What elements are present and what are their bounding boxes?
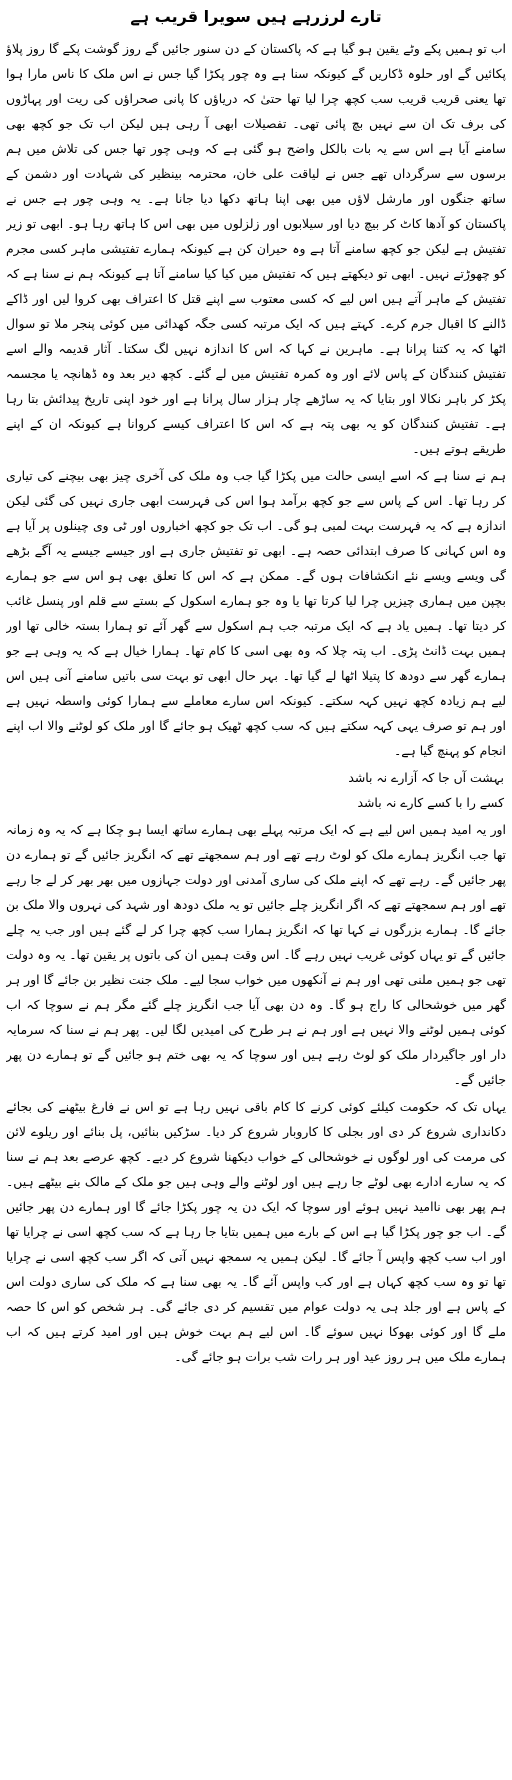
article-paragraph: اب تو ہمیں پکے وٹے یقین ہو گیا ہے کہ پاکستان کے دن سنور جائیں گے روز گوشت پکے گا روز پلاؤ پکائیں گے اور حلوہ ڈکاریں گے کیونکہ سنا ہے وہ چور پکڑا گیا جس نے اس ملک کا ناس مارا ہوا تھا یعنی قریب قریب سب کچھ چرا لیا تھا حتیٰ کہ دریاؤں کا پانی صحراؤں کی ریت اور پہاڑوں کی برف تک ان سے نہیں بچ پائی تھی۔ تفصیلات ابھی آ رہی ہیں لیکن اب تک جو کچھ بھی سامنے آیا ہے اس سے یہ بات بالکل واضح ہو گئی ہے کہ وہی چور تھا جس کی تلاش میں ہم برسوں سے سرگرداں تھے جس نے لیاقت علی خان، محترمہ بینظیر کی شہادت اور دشمن کے ساتھ جنگوں اور مارشل لاؤں میں بھی اپنا ہاتھ دکھا دیا جانا ہے۔ یہ وہی چور ہے جس نے پاکستان کو آدھا کاٹ کر بیچ دیا اور سیلابوں اور زلزلوں میں بھی اس کا ہاتھ رہا ہو۔ ابھی تو زیر تفتیش ہے لیکن جو کچھ سامنے آتا ہے وہ حیران کن ہے کیونکہ ہمارے تفتیشی ماہر کسی مجرم کو چھوڑتے نہیں۔ ابھی تو دیکھتے ہیں کہ تفتیش میں کیا کیا سامنے آتا ہے کیونکہ ہم نے سنا ہے کہ تفتیش کے ماہر آتے ہیں اس لیے کہ کسی معتوب سے اپنے قتل کا اعتراف بھی کروا لیں اور ڈاکے ڈالنے کا اقبال جرم کرے۔ کہتے ہیں کہ ایک مرتبہ کسی جگہ کھدائی میں کوئی پنجر ملا تو سوال اٹھا کہ یہ کتنا پرانا ہے۔ ماہرین نے کہا کہ اس کا اندازہ نہیں لگ سکتا۔ آثار قدیمہ والے اسے تفتیش کنندگان کے پاس لائے اور وہ کمرہ تفتیش میں لے گئے۔ کچھ دیر بعد وہ ڈھانچہ یا مجسمہ پکڑ کر باہر نکالا اور بتایا کہ یہ ساڑھے چار ہزار سال پرانا ہے اور خود اپنی تاریخ پیدائش بتا رہا ہے۔ تفتیش کنندگان کو یہ بھی پتہ ہے کہ اس کا اعتراف کیسے کروانا ہے کیونکہ ان کے اپنے طریقے ہوتے ہیں۔ <box>6 41 506 456</box>
verse-line: کسے را با کسے کارے نہ باشد <box>357 795 504 810</box>
article-paragraph: ہم نے سنا ہے کہ اسے ایسی حالت میں پکڑا گیا جب وہ ملک کی آخری چیز بھی بیچنے کی تیاری کر رہا تھا۔ اس کے پاس سے جو کچھ برآمد ہوا اس کی فہرست ابھی جاری نہیں کی گئی لیکن اندازہ ہے کہ یہ فہرست بہت لمبی ہو گی۔ اب تک جو کچھ اخباروں اور ٹی وی چینلوں پر آیا ہے وہ اس کہانی کا صرف ابتدائی حصہ ہے۔ ابھی تو تفتیش جاری ہے اور جیسے جیسے یہ آگے بڑھے گی ویسے ویسے نئے انکشافات ہوں گے۔ ممکن ہے کہ اس کا تعلق بھی ہو اس سے جو ہمارے بچپن میں ہماری چیزیں چرا لیا کرتا تھا یا وہ جو ہمارے اسکول کے بستے سے قلم اور پنسل غائب کر دیتا تھا۔ ہمیں یاد ہے کہ ایک مرتبہ جب ہم اسکول سے گھر آئے تو ہمارا بستہ خالی تھا اور ہمیں بہت ڈانٹ پڑی۔ اب پتہ چلا کہ وہ بھی اسی کا کام تھا۔ ہمارا خیال ہے کہ یہ وہی ہے جو ہمارے گھر سے دودھ کا پتیلا اٹھا لے گیا تھا۔ بہر حال ابھی تو بہت سی باتیں سامنے آنی ہیں اس لیے ہم زیادہ کچھ نہیں کہہ سکتے۔ کیونکہ اس سارے معاملے سے ہمارا کوئی واسطہ نہیں ہے اور ہم تو صرف یہی کہہ سکتے ہیں کہ سب کچھ ٹھیک ہو جائے گا اور ملک کو لوٹنے والا اب اپنے انجام کو پہنچ گیا ہے۔ <box>6 468 506 758</box>
verse-line: بہشت آں جا کہ آزارے نہ باشد <box>348 770 504 785</box>
article-column <box>6 4 506 1776</box>
article-headline: تارے لرزرہے ہیں سویرا قریب ہے <box>130 7 382 26</box>
article-paragraph: یہاں تک کہ حکومت کیلئے کوئی کرنے کا کام باقی نہیں رہا ہے تو اس نے فارغ بیٹھنے کی بجائے دکانداری شروع کر دی اور بجلی کا کاروبار شروع کر دیا۔ سڑکیں بنائیں، پل بنائے اور ریلوے لائن کی مرمت کی اور لوگوں نے خوشحالی کے خواب دیکھنا شروع کر دیے۔ کچھ عرصے بعد ہم نے سنا کہ یہ سارے ادارے بھی لوٹے جا رہے ہیں اور لوٹنے والے وہی ہیں جو ملک کے مالک بنے بیٹھے ہیں۔ ہم پھر بھی ناامید نہیں ہوئے اور سوچا کہ ایک دن یہ چور پکڑا جائے گا اور ہمارے دن پھر جائیں گے۔ اب جو چور پکڑا گیا ہے اس کے بارے میں ہمیں بتایا جا رہا ہے کہ سب کچھ اسی نے چرایا تھا اور اب سب کچھ واپس آ جائے گا۔ لیکن ہمیں یہ سمجھ نہیں آتی کہ اگر سب کچھ اسی نے چرایا تھا تو وہ سب کچھ کہاں ہے اور کب واپس آئے گا۔ یہ بھی سنا ہے کہ ملک کی ساری دولت اس کے پاس ہے اور جلد ہی یہ دولت عوام میں تقسیم کر دی جائے گی۔ ہر شخص کو اس کا حصہ ملے گا اور کوئی بھوکا نہیں سوئے گا۔ اس لیے ہم بہت خوش ہیں اور امید کرتے ہیں کہ اب ہمارے ملک میں ہر روز عید اور ہر رات شب برات ہو جائے گی۔ <box>6 1099 506 1364</box>
persian-verse <box>6 765 506 815</box>
article-paragraph: اور یہ امید ہمیں اس لیے ہے کہ ایک مرتبہ پہلے بھی ہمارے ساتھ ایسا ہو چکا ہے کہ یہ وہ زمانہ تھا جب انگریز ہمارے ملک کو لوٹ رہے تھے اور ہم سمجھتے تھے کہ انگریز جائیں گے تو ہمارے دن پھر جائیں گے۔ رہے تھے کہ اپنے ملک کی ساری آمدنی اور دولت جہازوں میں بھر بھر کر لے جا رہے تھے اور ہم سمجھتے تھے کہ اگر انگریز چلے جائیں تو یہ ملک دودھ اور شہد کی نہروں والا ملک بن جائے گا۔ ہمارے بزرگوں نے کہا تھا کہ انگریز ہمارا سب کچھ چرا کر لے گئے ہیں اور جب یہ چلے جائیں گے تو یہاں کوئی غریب نہیں رہے گا۔ اس وقت ہمیں ان کی باتوں پر یقین تھا۔ یہ وہ دولت تھی جو ہمیں ملنی تھی اور ہم نے آنکھوں میں خواب سجا لیے۔ ملک جنت نظیر بن جائے گا اور ہر گھر میں خوشحالی کا راج ہو گا۔ وہ دن بھی آیا جب انگریز چلے گئے مگر ہم نے سوچا کہ اب کوئی ہمیں لوٹنے والا نہیں ہے اور ہم نے ہر طرح کی امیدیں لگا لیں۔ پھر ہم نے سنا کہ سرمایہ دار اور جاگیردار ملک کو لوٹ رہے ہیں اور سوچا کہ یہ بھی ختم ہو جائیں گے تو ہمارے دن پھر جائیں گے۔ <box>6 822 506 1087</box>
